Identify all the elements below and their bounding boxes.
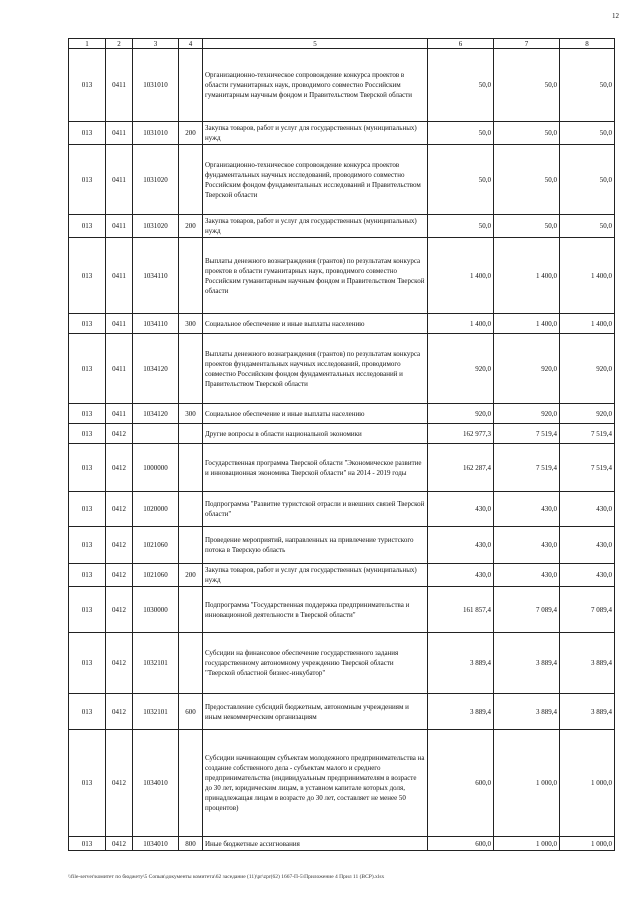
budget-table: [68, 38, 615, 851]
section-cell: 0412: [106, 564, 133, 587]
expense-type-cell: [179, 424, 203, 444]
amount-cell: 3 889,4: [560, 694, 615, 730]
amount-cell: 1 400,0: [494, 238, 560, 314]
expense-type-cell: 600: [179, 694, 203, 730]
table-row: [69, 49, 615, 122]
description-cell: Организационно-техническое сопровождение конкурса проектов фундаментальных научных исследований, проводимого совместно Российским фондом фундаментальных исследований и Правительством Тверской области: [203, 145, 428, 215]
code-cell: 013: [69, 49, 106, 122]
description-cell: Субсидии начинающим субъектам молодежного предпринимательства на создание собственного дела - субъектам малого и среднего предпринимательства (индивидуальным предпринимателям в возрасте до 30 лет, юридическим лицам, в уставном капитале которых доля, принадлежащая лицам в возрасте до 30 лет, составляет не менее 50 процентов): [203, 730, 428, 837]
table-row: [69, 444, 615, 492]
amount-cell: 600,0: [428, 730, 494, 837]
amount-cell: 920,0: [494, 334, 560, 404]
expense-type-cell: [179, 238, 203, 314]
amount-cell: 50,0: [560, 49, 615, 122]
expense-type-cell: [179, 145, 203, 215]
amount-cell: 920,0: [560, 404, 615, 424]
section-cell: 0411: [106, 215, 133, 238]
table-body: [69, 49, 615, 851]
expense-type-cell: [179, 527, 203, 564]
description-cell: Закупка товаров, работ и услуг для государственных (муниципальных) нужд: [203, 564, 428, 587]
section-cell: 0412: [106, 587, 133, 633]
target-cell: 1032101: [133, 633, 179, 694]
target-cell: 1034120: [133, 334, 179, 404]
amount-cell: 161 857,4: [428, 587, 494, 633]
target-cell: 1021060: [133, 564, 179, 587]
amount-cell: 162 977,3: [428, 424, 494, 444]
amount-cell: 7 089,4: [494, 587, 560, 633]
amount-cell: 920,0: [428, 334, 494, 404]
table-row: [69, 837, 615, 851]
header-row: [69, 39, 615, 49]
amount-cell: 162 287,4: [428, 444, 494, 492]
amount-cell: 50,0: [560, 145, 615, 215]
amount-cell: 1 000,0: [494, 837, 560, 851]
section-cell: 0412: [106, 444, 133, 492]
section-cell: 0412: [106, 492, 133, 527]
amount-cell: 50,0: [428, 215, 494, 238]
expense-type-cell: [179, 730, 203, 837]
target-cell: 1031010: [133, 122, 179, 145]
amount-cell: 50,0: [560, 122, 615, 145]
header-cell: 5: [203, 39, 428, 49]
amount-cell: 50,0: [428, 122, 494, 145]
section-cell: 0412: [106, 633, 133, 694]
description-cell: Предоставление субсидий бюджетным, автономным учреждениям и иным некоммерческим организациям: [203, 694, 428, 730]
amount-cell: 1 400,0: [428, 314, 494, 334]
amount-cell: 50,0: [494, 215, 560, 238]
section-cell: 0411: [106, 122, 133, 145]
amount-cell: 920,0: [428, 404, 494, 424]
table-row: [69, 145, 615, 215]
code-cell: 013: [69, 564, 106, 587]
code-cell: 013: [69, 587, 106, 633]
amount-cell: 1 000,0: [560, 837, 615, 851]
description-cell: Социальное обеспечение и иные выплаты населению: [203, 314, 428, 334]
table-row: [69, 694, 615, 730]
description-cell: Выплаты денежного вознаграждения (грантов) по результатам конкурса проектов в области гуманитарных наук, проводимого совместно Российским гуманитарным научным фондом и Правительством Тверской области: [203, 238, 428, 314]
amount-cell: 430,0: [494, 527, 560, 564]
header-cell: 8: [560, 39, 615, 49]
description-cell: Закупка товаров, работ и услуг для государственных (муниципальных) нужд: [203, 122, 428, 145]
amount-cell: 3 889,4: [428, 694, 494, 730]
section-cell: 0412: [106, 837, 133, 851]
code-cell: 013: [69, 527, 106, 564]
code-cell: 013: [69, 238, 106, 314]
description-cell: Субсидии на финансовое обеспечение государственного задания государственному автономному учреждению Тверской области "Тверской областной бизнес-инкубатор": [203, 633, 428, 694]
description-cell: Выплаты денежного вознаграждения (грантов) по результатам конкурса проектов фундаментальных научных исследований, проводимого совместно Российским фондом фундаментальных исследований и Правительством Тверской области: [203, 334, 428, 404]
expense-type-cell: 200: [179, 215, 203, 238]
amount-cell: 7 519,4: [494, 444, 560, 492]
target-cell: 1034110: [133, 314, 179, 334]
code-cell: 013: [69, 633, 106, 694]
description-cell: Подпрограмма "Государственная поддержка предпринимательства и инновационной деятельности в Тверской области": [203, 587, 428, 633]
target-cell: 1031020: [133, 215, 179, 238]
section-cell: 0411: [106, 314, 133, 334]
section-cell: 0411: [106, 145, 133, 215]
amount-cell: 3 889,4: [428, 633, 494, 694]
header-cell: 7: [494, 39, 560, 49]
header-cell: 1: [69, 39, 106, 49]
amount-cell: 1 400,0: [494, 314, 560, 334]
expense-type-cell: [179, 334, 203, 404]
table-row: [69, 564, 615, 587]
amount-cell: 430,0: [494, 492, 560, 527]
description-cell: Государственная программа Тверской области "Экономическое развитие и инновационная экономика Тверской области" на 2014 - 2019 годы: [203, 444, 428, 492]
amount-cell: 3 889,4: [560, 633, 615, 694]
expense-type-cell: [179, 633, 203, 694]
code-cell: 013: [69, 837, 106, 851]
table-row: [69, 122, 615, 145]
target-cell: 1020000: [133, 492, 179, 527]
section-cell: 0412: [106, 424, 133, 444]
code-cell: 013: [69, 424, 106, 444]
amount-cell: 7 089,4: [560, 587, 615, 633]
target-cell: 1034120: [133, 404, 179, 424]
target-cell: 1030000: [133, 587, 179, 633]
section-cell: 0412: [106, 527, 133, 564]
code-cell: 013: [69, 730, 106, 837]
code-cell: 013: [69, 492, 106, 527]
table-row: [69, 314, 615, 334]
page-number: 12: [612, 12, 619, 20]
amount-cell: 1 400,0: [560, 238, 615, 314]
expense-type-cell: [179, 49, 203, 122]
section-cell: 0412: [106, 730, 133, 837]
target-cell: [133, 424, 179, 444]
code-cell: 013: [69, 694, 106, 730]
target-cell: 1031010: [133, 49, 179, 122]
amount-cell: 1 400,0: [560, 314, 615, 334]
expense-type-cell: [179, 492, 203, 527]
amount-cell: 430,0: [560, 527, 615, 564]
section-cell: 0411: [106, 49, 133, 122]
amount-cell: 7 519,4: [494, 424, 560, 444]
amount-cell: 430,0: [560, 492, 615, 527]
expense-type-cell: [179, 587, 203, 633]
header-cell: 6: [428, 39, 494, 49]
target-cell: 1031020: [133, 145, 179, 215]
description-cell: Закупка товаров, работ и услуг для государственных (муниципальных) нужд: [203, 215, 428, 238]
expense-type-cell: 200: [179, 564, 203, 587]
section-cell: 0411: [106, 404, 133, 424]
amount-cell: 1 000,0: [494, 730, 560, 837]
code-cell: 013: [69, 314, 106, 334]
code-cell: 013: [69, 334, 106, 404]
description-cell: Другие вопросы в области национальной экономики: [203, 424, 428, 444]
expense-type-cell: 300: [179, 404, 203, 424]
amount-cell: 600,0: [428, 837, 494, 851]
header-cell: 3: [133, 39, 179, 49]
amount-cell: 50,0: [560, 215, 615, 238]
expense-type-cell: [179, 444, 203, 492]
header-cell: 4: [179, 39, 203, 49]
code-cell: 013: [69, 145, 106, 215]
table-row: [69, 238, 615, 314]
amount-cell: 1 000,0: [560, 730, 615, 837]
section-cell: 0412: [106, 694, 133, 730]
target-cell: 1021060: [133, 527, 179, 564]
expense-type-cell: 300: [179, 314, 203, 334]
amount-cell: 50,0: [494, 49, 560, 122]
amount-cell: 7 519,4: [560, 424, 615, 444]
code-cell: 013: [69, 404, 106, 424]
amount-cell: 430,0: [428, 527, 494, 564]
target-cell: 1034110: [133, 238, 179, 314]
table-row: [69, 215, 615, 238]
table-row: [69, 633, 615, 694]
target-cell: 1000000: [133, 444, 179, 492]
amount-cell: 3 889,4: [494, 633, 560, 694]
file-path-footer: \\file-server\комитет по бюджету\5 Сопыв\документы комитета\62 заседание (11)\pr\zpr(62) 1667-П-5\Приложение 4 Прил 11 (ВСР).xlsx: [68, 874, 385, 880]
target-cell: 1034010: [133, 837, 179, 851]
code-cell: 013: [69, 215, 106, 238]
table-row: [69, 730, 615, 837]
amount-cell: 920,0: [494, 404, 560, 424]
table-row: [69, 404, 615, 424]
amount-cell: 50,0: [494, 122, 560, 145]
amount-cell: 50,0: [494, 145, 560, 215]
amount-cell: 430,0: [560, 564, 615, 587]
target-cell: 1032101: [133, 694, 179, 730]
amount-cell: 430,0: [494, 564, 560, 587]
table-row: [69, 334, 615, 404]
amount-cell: 430,0: [428, 564, 494, 587]
expense-type-cell: 800: [179, 837, 203, 851]
table-row: [69, 492, 615, 527]
description-cell: Иные бюджетные ассигнования: [203, 837, 428, 851]
amount-cell: 920,0: [560, 334, 615, 404]
table-row: [69, 587, 615, 633]
amount-cell: 430,0: [428, 492, 494, 527]
description-cell: Социальное обеспечение и иные выплаты населению: [203, 404, 428, 424]
description-cell: Организационно-техническое сопровождение конкурса проектов в области гуманитарных наук, проводимого совместно Российским гуманитарным научным фондом и Правительством Тверской области: [203, 49, 428, 122]
header-cell: 2: [106, 39, 133, 49]
code-cell: 013: [69, 122, 106, 145]
section-cell: 0411: [106, 238, 133, 314]
table-row: [69, 424, 615, 444]
amount-cell: 3 889,4: [494, 694, 560, 730]
amount-cell: 1 400,0: [428, 238, 494, 314]
description-cell: Подпрограмма "Развитие туристской отрасли и внешних связей Тверской области": [203, 492, 428, 527]
expense-type-cell: 200: [179, 122, 203, 145]
amount-cell: 50,0: [428, 49, 494, 122]
target-cell: 1034010: [133, 730, 179, 837]
table-row: [69, 527, 615, 564]
code-cell: 013: [69, 444, 106, 492]
amount-cell: 7 519,4: [560, 444, 615, 492]
section-cell: 0411: [106, 334, 133, 404]
amount-cell: 50,0: [428, 145, 494, 215]
description-cell: Проведение мероприятий, направленных на привлечение туристского потока в Тверскую область: [203, 527, 428, 564]
